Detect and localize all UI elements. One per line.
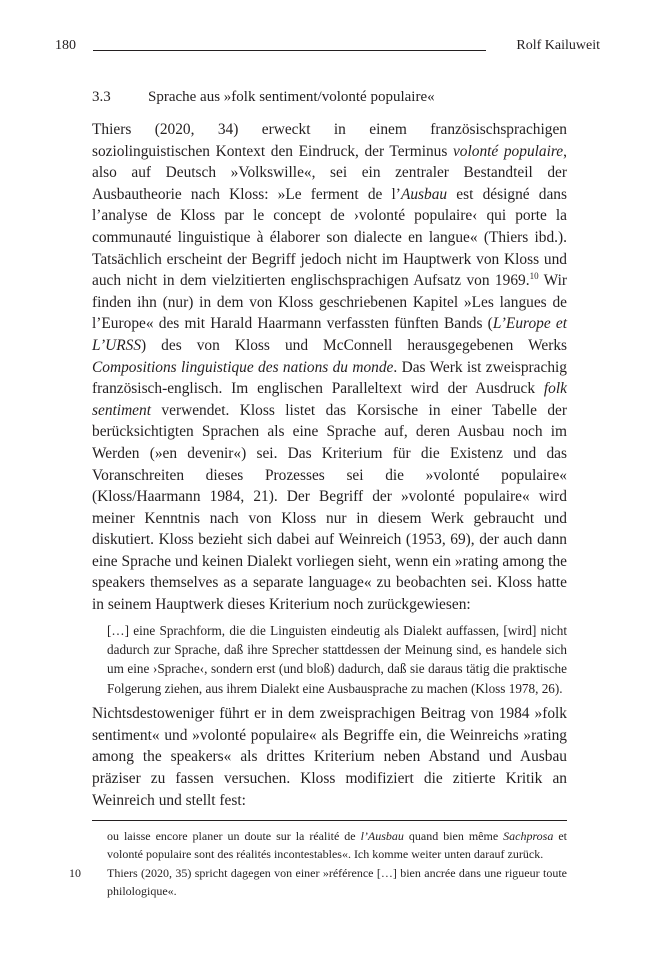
text-run: Wir finden ihn (nur) in dem von Kloss geschriebenen Kapitel »Les langues de l’Europe« des mit Harald Haarmann verfassten fünften Bands ( <box>92 272 567 333</box>
paragraph-2: Nichtsdestoweniger führt er in dem zweisprachigen Beitrag von 1984 »folk sentiment« und »volonté populaire« als Begriffe ein, die Weinreichs »rating among the speakers« als drittes Kriterium neben Abstand und Ausbau präziser zu fassen versuchen. Kloss modifiziert die zitierte Kritik an Weinreich und stellt fest: <box>92 705 567 809</box>
section-number: 3.3 <box>92 89 111 105</box>
section-heading <box>92 87 567 108</box>
main-text <box>92 87 567 811</box>
italic-title: Compositions linguistique des nations du monde <box>92 358 394 376</box>
page-number: 180 <box>55 38 76 53</box>
paragraph-1 <box>92 119 567 616</box>
footnote-number: 10 <box>69 866 81 880</box>
running-author: Rolf Kailuweit <box>516 38 600 53</box>
footnote-text: Thiers (2020, 35) spricht dagegen von einer »référence […] bien ancrée dans une rigueur toute philologique«. <box>107 866 567 898</box>
block-quote: […] eine Sprachform, die die Linguisten eindeutig als Dialekt auffassen, [wird] nicht dadurch zur Sprache, daß ihre Sprecher stattdessen der Meinung sind, es handele sich um eine ›Sprache‹, sondern erst (und bloß) dadurch, daß sie daraus tätig die praktische Folgerung ziehen, aus ihrem Dialekt eine Ausbausprache zu machen (Kloss 1978, 26). <box>107 622 567 696</box>
footnote-10 <box>69 865 567 900</box>
text-run: verwendet. Kloss listet das Korsische in einer Tabelle der berücksichtigten Sprachen als eine Sprache auf, deren Ausbau noch im Werden (»en devenir«) sei. Das Kriterium für die Existenz und das Voranschreiten dieses Prozesses sei die »volonté populaire« (Kloss/Haarmann 1984, 21). Der Begriff der »volonté populaire« wird meiner Kenntnis nach von Kloss nur in diesem Werk gebraucht und diskutiert. Kloss bezieht sich dabei auf Weinreich (1953, 69), der auch dann eine Sprache und keinen Dialekt vorliegen sieht, wenn ein »rating among the speakers themselves as a separate language« zu beobachten sei. Kloss hatte in seinem Hauptwerk dieses Kriterium noch zurückgewiesen: <box>92 401 567 614</box>
text-run: , also auf Deutsch »Volkswille«, sei ein zentraler Bestandteil der Ausbautheorie nach Kloss: »Le ferment de l’ <box>92 142 567 203</box>
text-run: quand bien même <box>403 829 504 843</box>
text-run: . Das Werk ist zweisprachig französisch-englisch. Im englischen Paralleltext wird der Ausdruck <box>92 358 567 398</box>
text-run: est désigné dans l’analyse de Kloss par le concept de ›volonté populaire‹ qui porte la communauté linguistique à élaborer son dialecte en langue« (Thiers ibd.). Tatsächlich erscheint der Begriff jedoch nicht im Hauptwerk von Kloss und auch nicht in dem vielzitierten englischsprachigen Aufsatz von 1969. <box>92 185 567 290</box>
section-title: Sprache aus »folk sentiment/volonté populaire« <box>148 89 435 105</box>
running-header <box>55 38 600 58</box>
italic-term: Sachprosa <box>503 829 554 843</box>
footnote-area <box>69 820 567 900</box>
italic-title: L’Europe et L’URSS <box>92 315 567 354</box>
text-run: ) des von Kloss und McConnell herausgegebenen Werks <box>141 336 567 354</box>
footnote-rule <box>92 820 567 821</box>
footnote-continuation <box>107 828 567 863</box>
text-run: et volonté populaire sont des réalités incontestables«. Ich komme weiter unten darauf zurück. <box>107 829 567 861</box>
text-run: ou laisse encore planer un doute sur la réalité de <box>107 829 361 843</box>
header-rule <box>93 50 486 51</box>
italic-term: volonté populaire <box>452 142 564 160</box>
footnote-ref-10[interactable]: 10 <box>529 271 539 282</box>
italic-term: l’Ausbau <box>360 829 404 843</box>
italic-term: folk sentiment <box>92 380 567 419</box>
italic-term: Ausbau <box>400 185 448 203</box>
text-run: Thiers (2020, 34) erweckt in einem französischsprachigen soziolinguistischen Kontext den Eindruck, der Terminus <box>92 121 567 160</box>
